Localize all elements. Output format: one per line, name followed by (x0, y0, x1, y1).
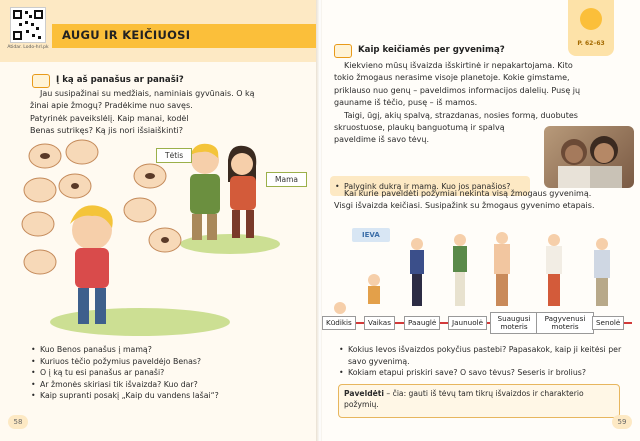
page-number-right: 59 (612, 415, 632, 429)
list-item: • Kokius Ievos išvaizdos pokyčius pastebi? Papasakok, kaip ji keitėsi per savo gyvenimą. (338, 344, 628, 367)
list-item: • Kaip supranti posakį „Kaip du vandens lašai“? (30, 390, 310, 402)
right-section-title: Kaip keičiamės per gyvenimą? (358, 45, 505, 55)
stage-middle-aged-woman: Pagyvenusi moteris (536, 312, 594, 334)
page-reference-badge: P. 62–63 (568, 0, 614, 56)
list-item: • Kuo Benos panašus į mamą? (30, 344, 310, 356)
definition-text (344, 388, 616, 410)
mother-daughter-photo (544, 126, 634, 188)
stage-teen: Paauglė (404, 316, 440, 330)
stage-child: Vaikas (364, 316, 395, 330)
left-page (0, 0, 318, 441)
book-icon (580, 8, 602, 30)
stage-young-woman: Jaunuolė (448, 316, 487, 330)
label-mother: Mama (266, 172, 307, 187)
left-intro-paragraph: Jau susipažinai su medžiais, naminiais gyvūnais. O ką žinai apie žmogų? Pradėkime nuo savęs. Patyrinėk paveikslėlį. Kaip manai, kodėl Benas sutrikęs? Ką jis nori išsiaiškinti? (30, 89, 255, 136)
definition-box (338, 384, 620, 418)
chat-icon (32, 74, 50, 88)
chapter-title: AUGU IR KEIČIUOSI (62, 28, 191, 42)
life-stages-illustration (322, 228, 640, 322)
list-item: • Kuriuos tėčio požymius paveldėjo Benas? (30, 356, 310, 368)
right-questions-list (338, 344, 628, 379)
book-section-icon (334, 44, 352, 58)
stage-infant: Kūdikis (322, 316, 356, 330)
right-intro-paragraph: Kiekvieno mūsų išvaizda išskirtinė ir nepakartojama. Kito tokio žmogaus nerasime visoje planetoje. Kokie gimstame, priklauso nuo genų – paveldimos informacijos dalelių. Pusę jų gauname iš tėčio, pusę – iš mamos. Taigi, ūgį, akių spalvą, strazdanas, nosies formą, duobutes skruostuose, plaukų banguotumą ir spalvą paveldime iš savo tėvų. (334, 61, 581, 145)
list-item: • Palygink dukrą ir mamą. Kuo jos panašios? (334, 181, 534, 193)
list-item: • O į ką tu esi panašus ar panaši? (30, 367, 310, 379)
page-number-left: 58 (8, 415, 28, 429)
right-second-paragraph: Kai kurie paveldėti požymiai nekinta visą žmogaus gyvenimą. Visgi išvaizda keičiasi. Susipažink su žmogaus gyvenimo etapais. (334, 189, 595, 211)
qr-caption: Atidar. Lodo-hrl.pk (7, 45, 49, 50)
left-questions-list (30, 344, 310, 402)
stage-elderly-woman: Senolė (592, 316, 624, 330)
list-item: • Ar žmonės skiriasi tik išvaizda? Kuo dar? (30, 379, 310, 391)
left-section-title: Į ką aš panašus ar panaši? (56, 75, 184, 85)
definition-body: – čia: gauti iš tėvų tam tikrų išvaizdos ir charakterio požymių. (344, 389, 584, 409)
family-illustration (20, 132, 310, 342)
ieva-label: IEVA (352, 228, 390, 242)
list-item: • Kokiam etapui priskiri save? O savo tėvus? Seseris ir brolius? (338, 367, 628, 379)
stage-adult-woman: Suaugusi moteris (490, 312, 538, 334)
definition-term: Paveldėti (344, 389, 385, 398)
qr-code[interactable] (10, 7, 46, 43)
right-page (322, 0, 640, 441)
label-father: Tėtis (156, 148, 192, 163)
